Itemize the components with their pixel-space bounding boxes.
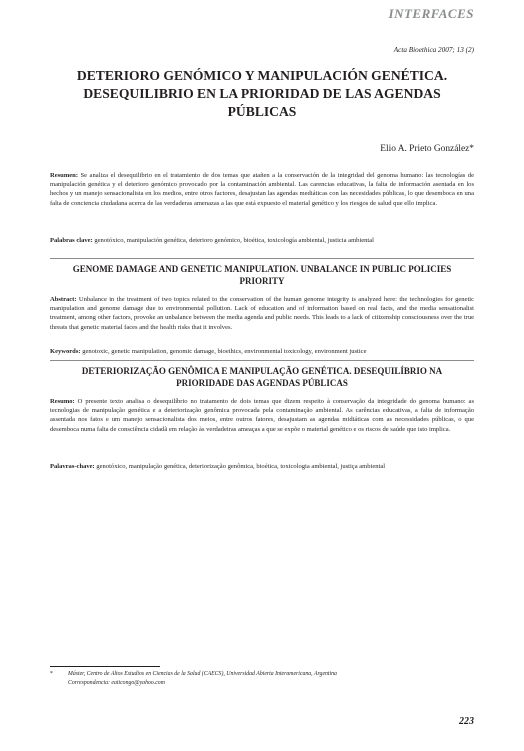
abstract-label: Resumen: bbox=[50, 172, 79, 179]
abstract-label: Abstract: bbox=[50, 296, 77, 303]
footnote-affiliation: Máster, Centro de Altos Estudios en Ciencias de la Salud (CAECS), Universidad Abierta Interamericana, Argentina bbox=[68, 671, 337, 677]
english-keywords bbox=[50, 347, 474, 356]
english-title bbox=[50, 264, 474, 287]
heading-line: DETERIORIZAÇÃO GENÔMICA E MANIPULAÇÃO GENÉTICA. DESEQUILÍBRIO NA bbox=[81, 366, 443, 376]
footnote-rule bbox=[50, 666, 160, 667]
portuguese-keywords bbox=[50, 462, 474, 471]
keywords-label: Palabras clave: bbox=[50, 237, 93, 244]
footnote-mark: * bbox=[50, 671, 53, 677]
abstract-text: Se analiza el desequilibrio en el tratamiento de dos temas que atañen a la conservación de la integridad del genoma humano: las tecnologías de manipulación genética y el deterioro genómico provocado por la contaminación ambiental. Las carencias educativas, la falta de información asentada en los hechos y un manejo sensacionalista en los medios, entre otros factores, desajustan las agendas mediáticas con las necesidades públicas, lo que desemboca en una falta de conciencia ciudadana acerca de las verdaderas amenazas a las que está expuesto el material genético y los riesgos de salud que ello implica. bbox=[50, 172, 475, 207]
abstract-text: O presente texto analisa o desequilíbrio no tratamento de dois temas que dizem respeito à conservação da integridade do genoma humano: as tecnologias de manipulação genética e a deteriorização genômica provocada pela contaminação ambiental. As carências educativas, a falta de informação assentada nos fatos e um manejo sensacionalista dos meios, entre outros fatores, desajustam as agendas midiáticas com as necessidades públicas, o que desemboca numa falta de consciência cidadã em relação às verdadeiras ameaças a que se expõe o material genético e os riscos de saúde que isto implica. bbox=[50, 398, 475, 433]
section-tag: INTERFACES bbox=[388, 6, 474, 21]
heading-line: GENOME DAMAGE AND GENETIC MANIPULATION. UNBALANCE IN PUBLIC POLICIES bbox=[72, 264, 452, 274]
keywords-text: genotoxic, genetic manipulation, genomic damage, bioethics, environmental toxicology, environment justice bbox=[82, 348, 367, 355]
keywords-text: genotóxico, manipulación genética, deterioro genómico, bioética, toxicología ambiental, justicia ambiental bbox=[94, 237, 374, 244]
section-divider bbox=[50, 360, 474, 361]
author-footnote bbox=[50, 670, 474, 688]
heading-line: PRIORITY bbox=[239, 275, 285, 286]
footnote-correspondence: Correspondencia: eaticongo@yahoo.com bbox=[68, 680, 165, 686]
english-abstract bbox=[50, 295, 474, 332]
abstract-text: Unbalance in the treatment of two topics related to the conservation of the human genome integrity is analyzed here: the technologies for genetic manipulation and genome damage due to environmental pollution. Lack of education and of information based on real facts, and the media sensationalist treatment, among other factors, provoke an unbalance between the media agenda and public needs. This leads to a lack of citizenship consciousness over the true threats that genetic material faces and the health risks that it involves. bbox=[50, 296, 474, 331]
spanish-keywords bbox=[50, 236, 474, 245]
title-line: PÚBLICAS bbox=[227, 104, 297, 119]
title-line: DESEQUILIBRIO EN LA PRIORIDAD DE LAS AGENDAS bbox=[83, 86, 441, 101]
article-title bbox=[58, 67, 466, 121]
keywords-label: Keywords: bbox=[50, 348, 81, 355]
abstract-label: Resumo: bbox=[50, 398, 75, 405]
portuguese-title bbox=[50, 366, 474, 389]
section-divider bbox=[50, 258, 474, 259]
title-line: DETERIORO GENÓMICO Y MANIPULACIÓN GENÉTICA. bbox=[76, 68, 448, 83]
portuguese-abstract bbox=[50, 397, 474, 434]
keywords-label: Palavras-chave: bbox=[50, 463, 95, 470]
spanish-abstract bbox=[50, 171, 474, 208]
author-name: Elio A. Prieto González* bbox=[380, 144, 474, 154]
page-number: 223 bbox=[459, 716, 474, 727]
journal-reference: Acta Bioethica 2007; 13 (2) bbox=[393, 46, 474, 54]
keywords-text: genotóxico, manipulação genética, deteriorização genômica, bioética, toxicologia ambiental, justiça ambiental bbox=[96, 463, 386, 470]
heading-line: PRIORIDADE DAS AGENDAS PÚBLICAS bbox=[176, 377, 348, 388]
